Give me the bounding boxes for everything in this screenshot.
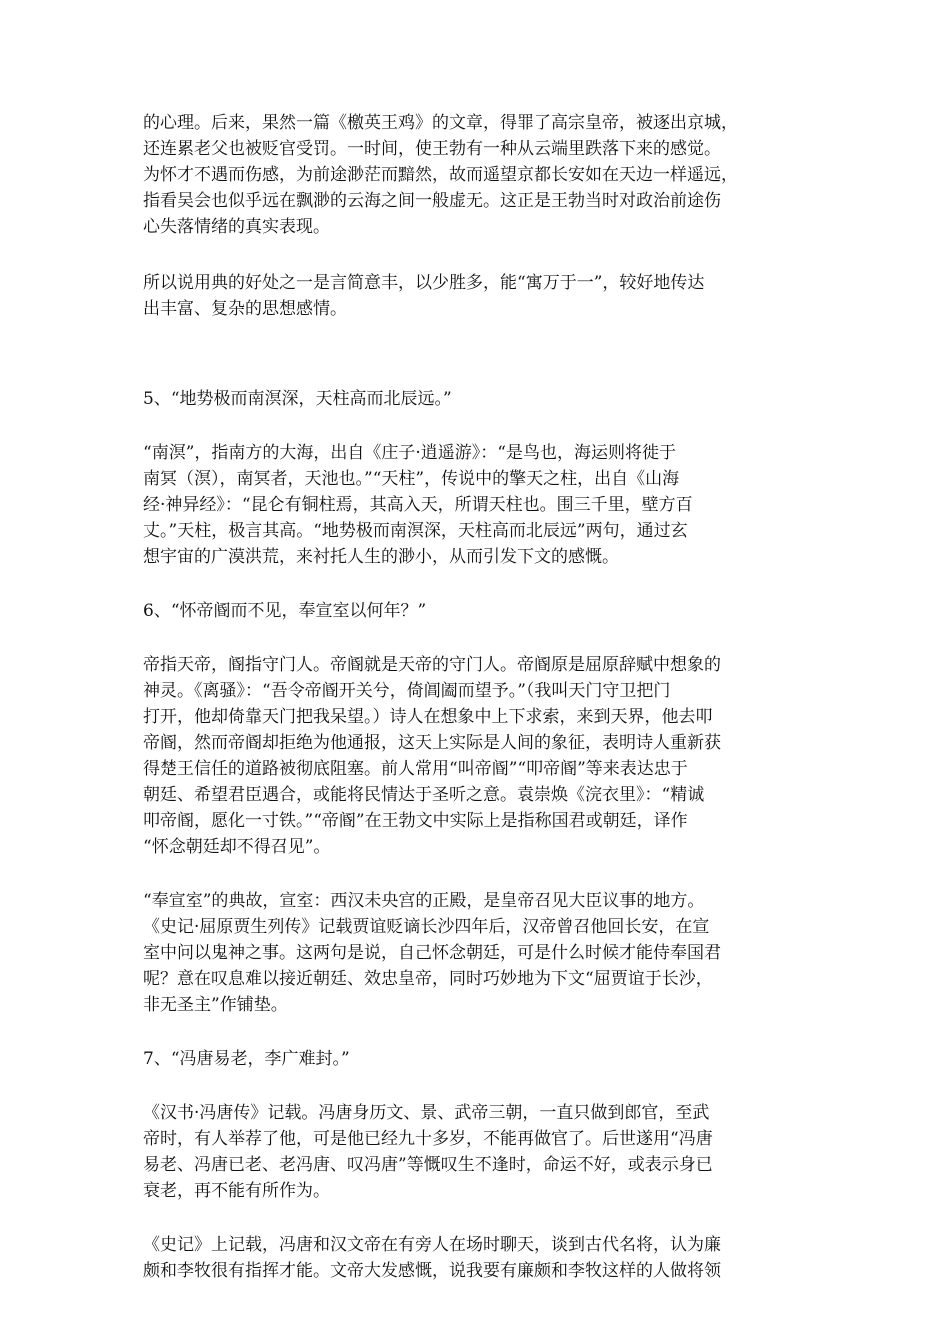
heading-text: 5、“地势极而南溟深，天柱高而北辰远。” — [143, 389, 452, 409]
paragraph-shiji — [143, 1232, 809, 1284]
paragraph-spacer — [143, 860, 809, 888]
text-line: 心失落情绪的真实表现。 — [143, 217, 330, 237]
text-line: 帝阍，然而帝阍却拒绝为他通报，这天上实际是人间的象征，表明诗人重新获 — [143, 733, 721, 753]
text-line: 想宇宙的广漠洪荒，来衬托人生的渺小，从而引发下文的感慨。 — [143, 547, 619, 567]
paragraph-spacer — [143, 1018, 809, 1046]
text-line: “奉宣室”的典故，宣室：西汉未央宫的正殿，是皇帝召见大臣议事的地方。 — [143, 891, 705, 911]
paragraph-spacer — [143, 570, 809, 598]
text-line: 帝时，有人举荐了他，可是他已经九十多岁，不能再做官了。后世遂用“冯唐 — [143, 1129, 713, 1149]
text-line: “怀念朝廷却不得召见”。 — [143, 837, 331, 857]
text-line: 经·神异经》：“昆仑有铜柱焉，其高入天，所谓天柱也。围三千里，壁方百 — [143, 495, 693, 515]
text-line: 易老、冯唐已老、老冯唐、叹冯唐”等慨叹生不逢时，命运不好，或表示身已 — [143, 1155, 713, 1175]
paragraph-spacer — [143, 624, 809, 652]
paragraph-spacer — [143, 1072, 809, 1100]
text-line: 非无圣主”作铺垫。 — [143, 995, 288, 1015]
text-line: “南溟”，指南方的大海，出自《庄子·逍遥游》：“是鸟也，海运则将徙于 — [143, 443, 676, 463]
text-line: 颇和李牧很有指挥才能。文帝大发感慨，说我要有廉颇和李牧这样的人做将领 — [143, 1261, 721, 1281]
section-heading-7 — [143, 1046, 809, 1072]
section-heading-5 — [143, 386, 809, 412]
heading-text: 6、“怀帝阍而不见，奉宣室以何年？” — [143, 601, 427, 621]
heading-text: 7、“冯唐易老，李广难封。” — [143, 1049, 350, 1069]
paragraph-nanming — [143, 440, 809, 570]
paragraph-spacer — [143, 322, 809, 386]
text-line: 的心理。后来，果然一篇《檄英王鸡》的文章，得罪了高宗皇帝，被逐出京城， — [143, 113, 738, 133]
paragraph-dihun — [143, 652, 809, 860]
paragraph-spacer — [143, 412, 809, 440]
text-line: 出丰富、复杂的思想感情。 — [143, 299, 347, 319]
text-line: 还连累老父也被贬官受罚。一时间，使王勃有一种从云端里跌落下来的感觉。 — [143, 139, 721, 159]
text-line: 神灵。《离骚》：“吾令帝阍开关兮，倚阊阖而望予。”（我叫天门守卫把门 — [143, 681, 671, 701]
text-line: 指看吴会也似乎远在飘渺的云海之间一般虚无。这正是王勃当时对政治前途伤 — [143, 191, 721, 211]
paragraph-xuanshi — [143, 888, 809, 1018]
text-line: 叩帝阍，愿化一寸铁。”“帝阍”在王勃文中实际上是指称国君或朝廷，译作 — [143, 811, 688, 831]
text-line: 朝廷、希望君臣遇合，或能将民情达于圣听之意。袁崇焕《浣衣里》：“精诚 — [143, 785, 705, 805]
paragraph-spacer — [143, 240, 809, 270]
text-line: 《汉书·冯唐传》记载。冯唐身历文、景、武帝三朝，一直只做到郎官，至武 — [143, 1103, 710, 1123]
text-line: 为怀才不遇而伤感，为前途渺茫而黯然，故而遥望京都长安如在天边一样遥远， — [143, 165, 738, 185]
text-line: 《史记》上记载，冯唐和汉文帝在有旁人在场时聊天，谈到古代名将，认为廉 — [143, 1235, 721, 1255]
text-line: 室中问以鬼神之事。这两句是说，自己怀念朝廷，可是什么时候才能侍奉国君 — [143, 943, 721, 963]
section-heading-6 — [143, 598, 809, 624]
paragraph-fengtang — [143, 1100, 809, 1204]
paragraph-spacer — [143, 1204, 809, 1232]
paragraph-continuation — [143, 110, 809, 240]
text-line: 打开，他却倚靠天门把我呆望。）诗人在想象中上下求索，来到天界，他去叩 — [143, 707, 713, 727]
text-line: 南冥（溟），南冥者，天池也。”“天柱”，传说中的擎天之柱，出自《山海 — [143, 469, 680, 489]
text-line: 所以说用典的好处之一是言简意丰，以少胜多，能“寓万于一”，较好地传达 — [143, 273, 705, 293]
text-line: 呢？意在叹息难以接近朝廷、效忠皇帝，同时巧妙地为下文“屈贾谊于长沙， — [143, 969, 713, 989]
text-line: 丈。”天柱，极言其高。“地势极而南溟深，天柱高而北辰远”两句，通过玄 — [143, 521, 688, 541]
paragraph-summary — [143, 270, 809, 322]
text-line: 帝指天帝，阍指守门人。帝阍就是天帝的守门人。帝阍原是屈原辞赋中想象的 — [143, 655, 721, 675]
text-line: 得楚王信任的道路被彻底阻塞。前人常用“叫帝阍”“叩帝阍”等来表达忠于 — [143, 759, 688, 779]
text-line: 《史记·屈原贾生列传》记载贾谊贬谪长沙四年后，汉帝曾召他回长安，在宣 — [143, 917, 710, 937]
document-page — [143, 110, 809, 1284]
text-line: 衰老，再不能有所作为。 — [143, 1181, 330, 1201]
